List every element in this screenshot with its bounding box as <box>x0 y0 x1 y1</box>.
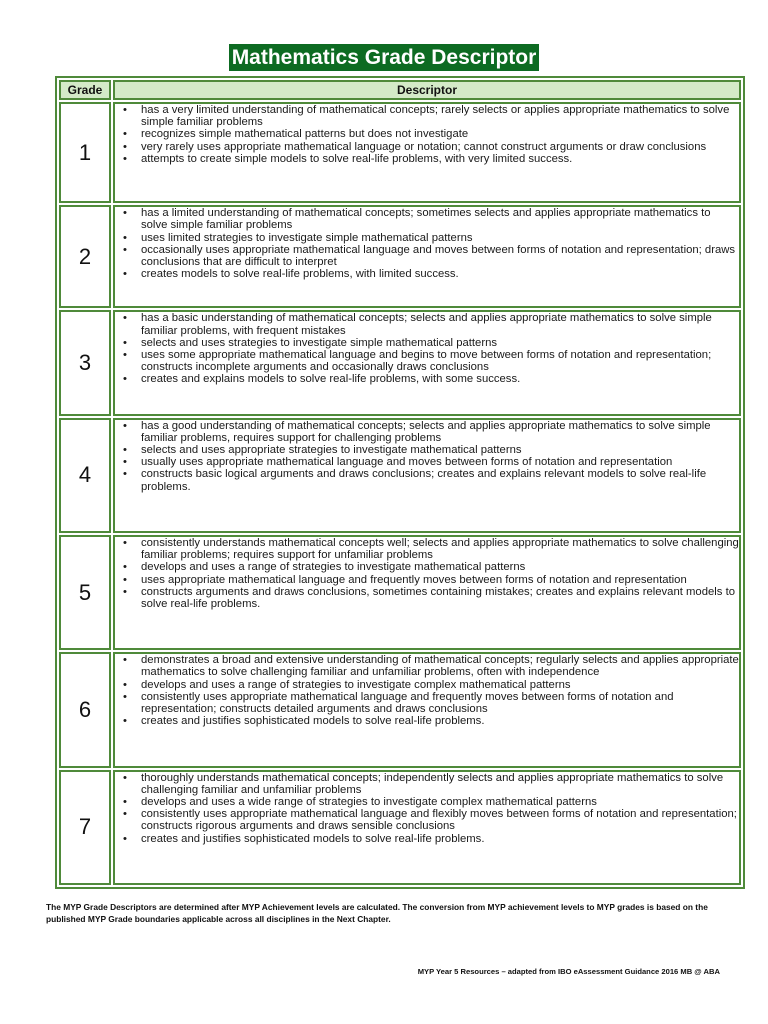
grade-number: 5 <box>59 535 111 650</box>
descriptor-cell <box>113 652 741 767</box>
descriptor-item: • has a limited understanding of mathematical concepts; sometimes selects and applies appropriate mathematics to solve simple familiar problems <box>129 207 739 231</box>
table-header-row <box>59 80 741 100</box>
descriptor-list <box>115 207 739 280</box>
descriptor-item: • very rarely uses appropriate mathematical language or notation; cannot construct arguments or draw conclusions <box>129 141 739 153</box>
grade-number: 4 <box>59 418 111 533</box>
descriptor-item: • selects and uses appropriate strategies to investigate mathematical patterns <box>129 444 739 456</box>
descriptor-item: • uses appropriate mathematical language and frequently moves between forms of notation and representation <box>129 574 739 586</box>
table-row <box>59 205 741 308</box>
grade-column-header: Grade <box>59 80 111 100</box>
descriptor-item: • selects and uses strategies to investigate simple mathematical patterns <box>129 337 739 349</box>
descriptor-cell <box>113 102 741 203</box>
grade-number: 6 <box>59 652 111 767</box>
descriptor-item: • demonstrates a broad and extensive understanding of mathematical concepts; regularly selects and applies appropriate mathematics to solve challenging familiar and unfamiliar problems, often with independence <box>129 654 739 678</box>
descriptor-list <box>115 312 739 385</box>
descriptor-item: • consistently uses appropriate mathematical language and frequently moves between forms of notation and representation; constructs detailed arguments and draws conclusions <box>129 691 739 715</box>
grade-number: 3 <box>59 310 111 415</box>
descriptor-cell <box>113 770 741 885</box>
descriptor-list <box>115 104 739 165</box>
grade-descriptor-table <box>55 76 745 889</box>
descriptor-item: • creates and justifies sophisticated models to solve real-life problems. <box>129 715 739 727</box>
page-title: Mathematics Grade Descriptor <box>229 44 540 71</box>
descriptor-cell <box>113 205 741 308</box>
descriptor-column-header: Descriptor <box>113 80 741 100</box>
descriptor-list <box>115 420 739 493</box>
table-row <box>59 770 741 885</box>
descriptor-item: • thoroughly understands mathematical concepts; independently selects and applies appropriate mathematics to solve challenging familiar and unfamiliar problems <box>129 772 739 796</box>
descriptor-item: • constructs basic logical arguments and draws conclusions; creates and explains relevant models to solve real-life problems. <box>129 468 739 492</box>
descriptor-item: • develops and uses a range of strategies to investigate complex mathematical patterns <box>129 679 739 691</box>
descriptor-item: • has a very limited understanding of mathematical concepts; rarely selects or applies appropriate mathematics to solve simple familiar problems <box>129 104 739 128</box>
descriptor-item: • constructs arguments and draws conclusions, sometimes containing mistakes; creates and explains relevant models to solve real-life problems. <box>129 586 739 610</box>
title-container <box>0 44 768 71</box>
descriptor-item: • creates and explains models to solve real-life problems, with some success. <box>129 373 739 385</box>
descriptor-item: • consistently uses appropriate mathematical language and flexibly moves between forms of notation and representation; constructs rigorous arguments and draws sensible conclusions <box>129 808 739 832</box>
descriptor-item: • consistently understands mathematical concepts well; selects and applies appropriate mathematics to solve challenging familiar problems; requires support for unfamiliar problems <box>129 537 739 561</box>
grade-number: 1 <box>59 102 111 203</box>
descriptor-item: • develops and uses a range of strategies to investigate mathematical patterns <box>129 561 739 573</box>
descriptor-list <box>115 772 739 845</box>
footer-credit: MYP Year 5 Resources – adapted from IBO eAssessment Guidance 2016 MB @ ABA <box>417 967 720 976</box>
descriptor-list <box>115 654 739 727</box>
descriptor-item: • has a good understanding of mathematical concepts; selects and applies appropriate mathematics to solve simple familiar problems, requires support for challenging problems <box>129 420 739 444</box>
descriptor-item: • develops and uses a wide range of strategies to investigate complex mathematical patterns <box>129 796 739 808</box>
descriptor-item: • has a basic understanding of mathematical concepts; selects and applies appropriate mathematics to solve simple familiar problems, with frequent mistakes <box>129 312 739 336</box>
table-row <box>59 310 741 415</box>
descriptor-cell <box>113 310 741 415</box>
table-row <box>59 418 741 533</box>
table-row <box>59 102 741 203</box>
descriptor-item: • attempts to create simple models to solve real-life problems, with very limited success. <box>129 153 739 165</box>
grade-number: 2 <box>59 205 111 308</box>
descriptor-item: • uses some appropriate mathematical language and begins to move between forms of notation and representation; constructs incomplete arguments and occasionally draws conclusions <box>129 349 739 373</box>
descriptor-item: • recognizes simple mathematical patterns but does not investigate <box>129 128 739 140</box>
descriptor-item: • occasionally uses appropriate mathematical language and moves between forms of notation and representation; draws conclusions that are difficult to interpret <box>129 244 739 268</box>
footnote: The MYP Grade Descriptors are determined after MYP Achievement levels are calculated. The conversion from MYP achievement levels to MYP grades is based on the published MYP Grade boundaries applicable across all disciplines in the Next Chapter. <box>46 902 708 924</box>
descriptor-cell <box>113 418 741 533</box>
descriptor-list <box>115 537 739 610</box>
descriptor-cell <box>113 535 741 650</box>
table-row <box>59 535 741 650</box>
descriptor-item: • uses limited strategies to investigate simple mathematical patterns <box>129 232 739 244</box>
descriptor-item: • creates and justifies sophisticated models to solve real-life problems. <box>129 833 739 845</box>
descriptor-item: • creates models to solve real-life problems, with limited success. <box>129 268 739 280</box>
table-row <box>59 652 741 767</box>
grade-number: 7 <box>59 770 111 885</box>
descriptor-item: • usually uses appropriate mathematical language and moves between forms of notation and representation <box>129 456 739 468</box>
